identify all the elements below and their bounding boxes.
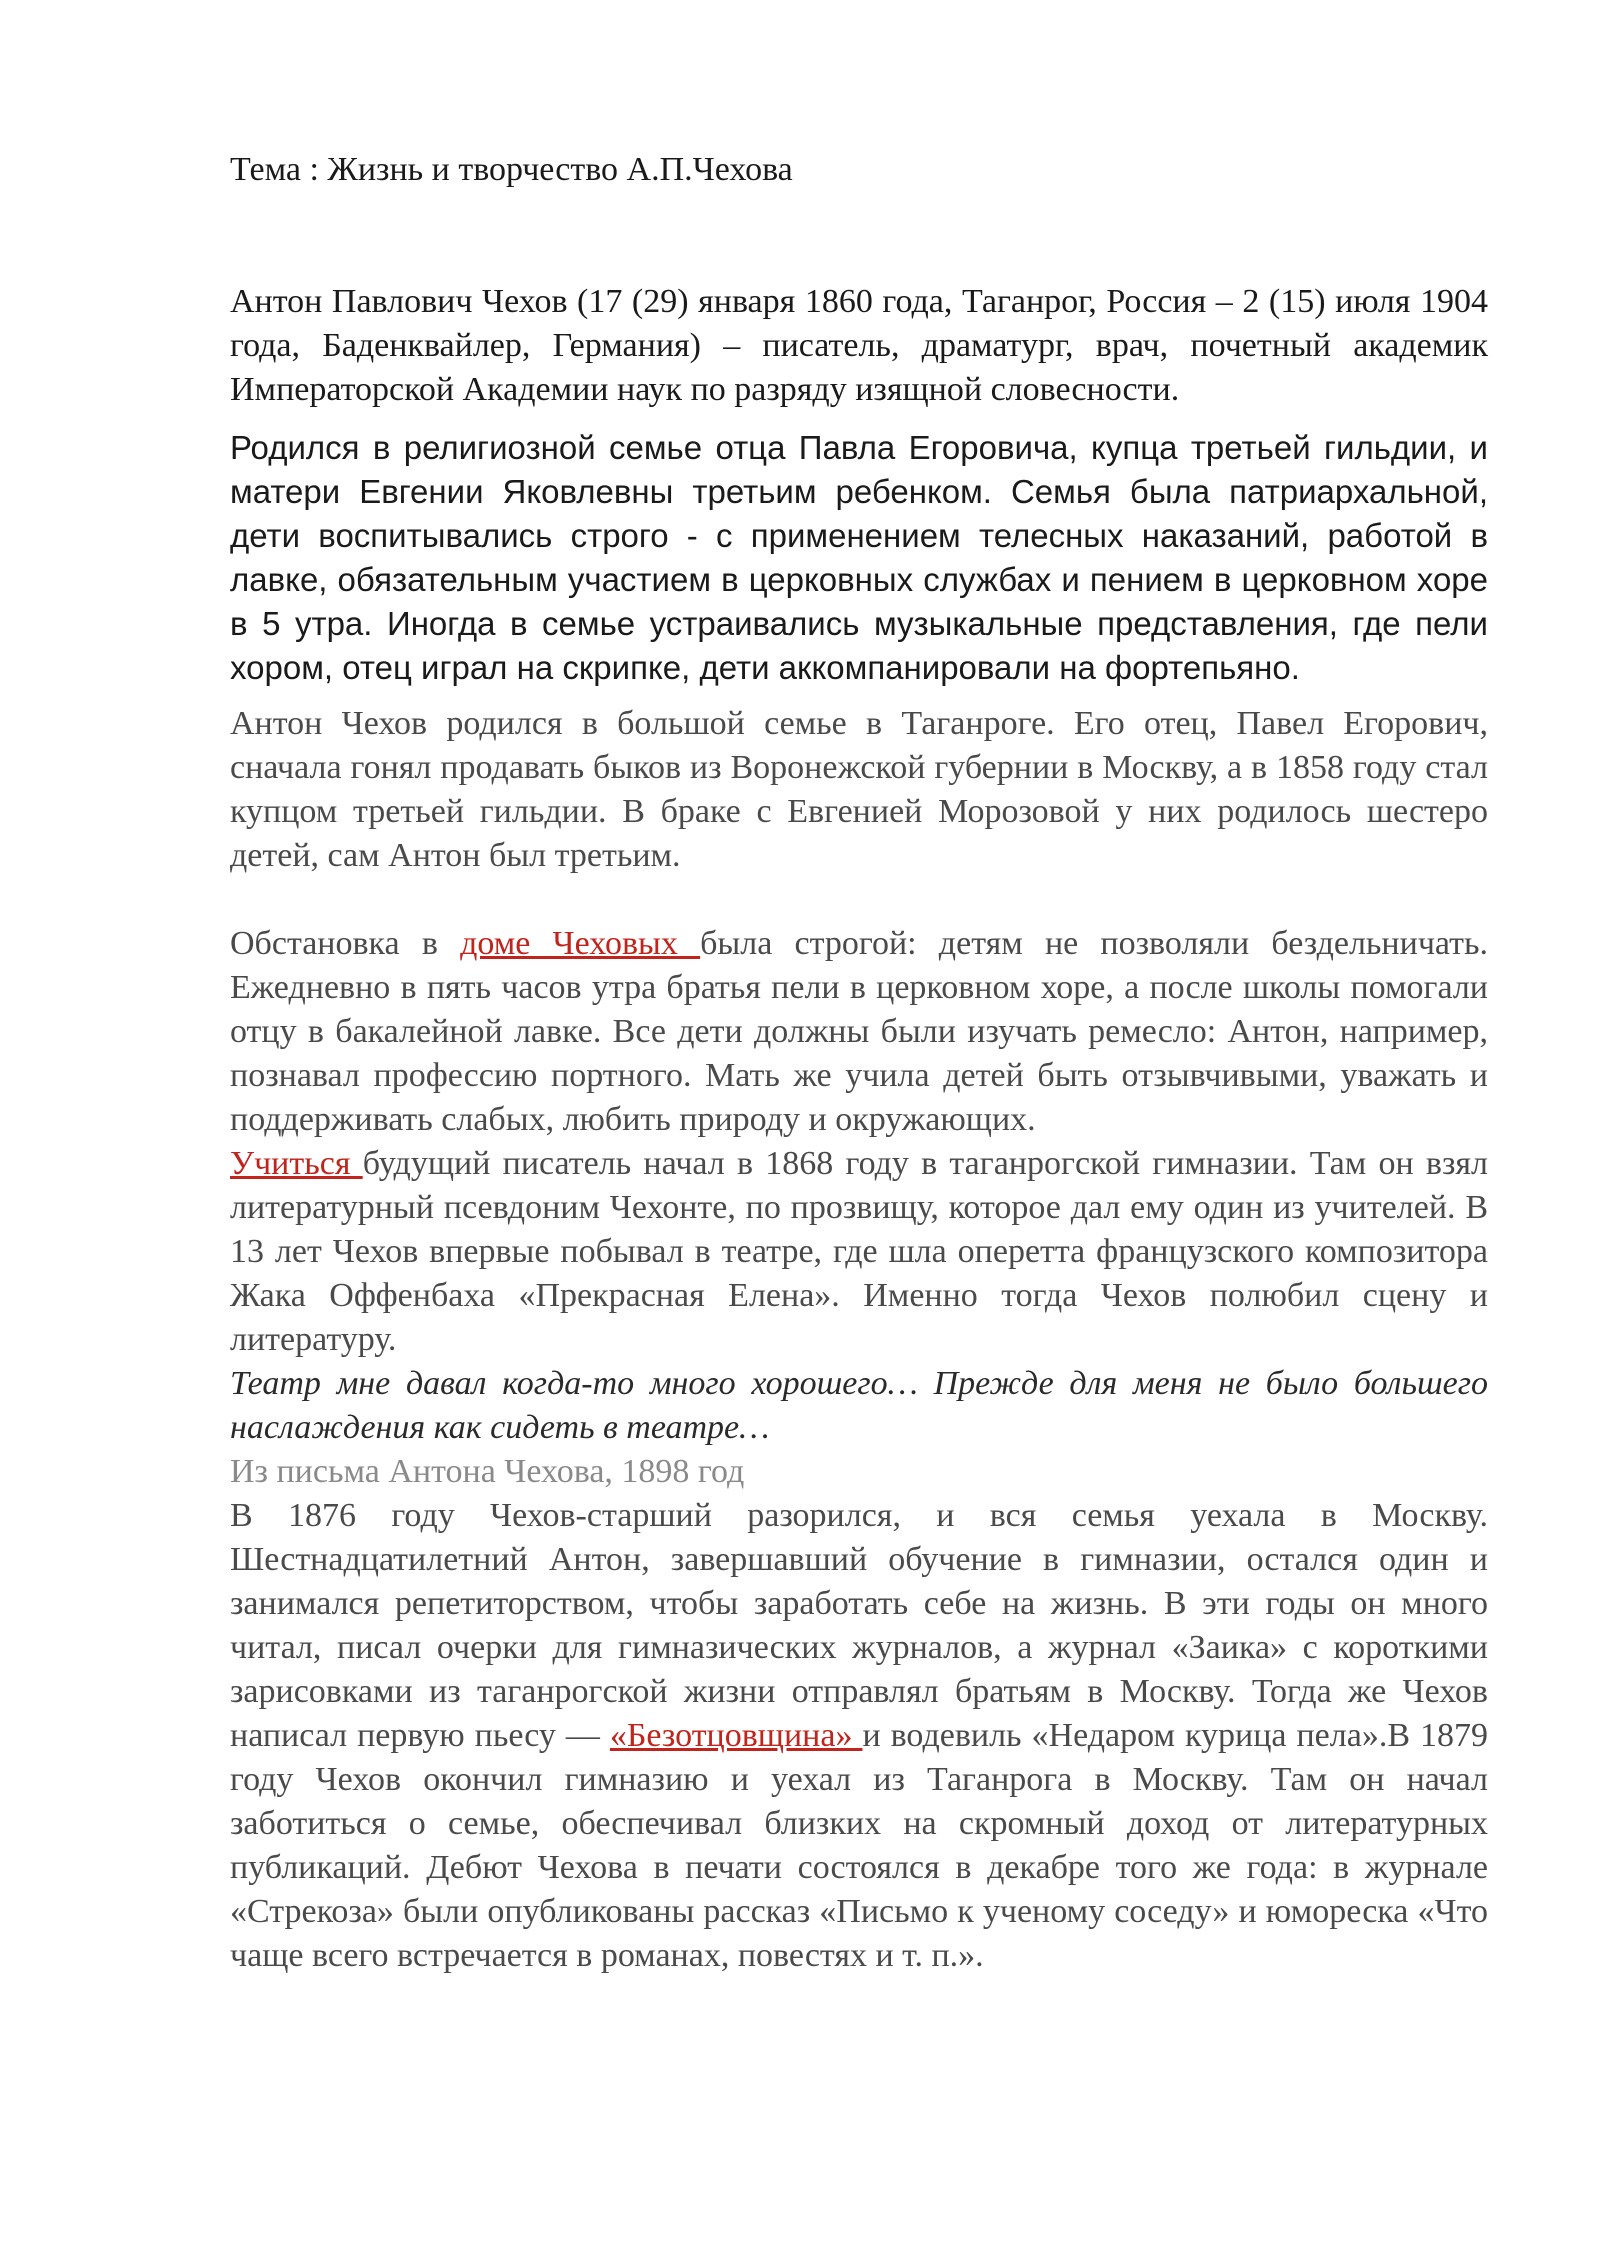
- link-study[interactable]: Учиться: [230, 1145, 363, 1182]
- document-page: [230, 148, 1488, 1978]
- paragraph-household: [230, 922, 1488, 1142]
- moscow-text-after: и водевиль «Недаром курица пела».В 1879 году Чехов окончил гимназию и уехал из Таганрога в Москву. Там он начал заботиться о семье, обеспечивал близких на скромный доход от литературных публикаций. Дебют Чехова в печати состоялся в декабре того же года: в журнале «Стрекоза» были опубликованы рассказ «Письмо к ученому соседу» и юмореска «Что чаще всего встречается в романах, повестях и т. п.».: [230, 1717, 1488, 1974]
- household-text-before: Обстановка в: [230, 925, 461, 962]
- quote-source: Из письма Антона Чехова, 1898 год: [230, 1453, 745, 1490]
- paragraph-family: Родился в религиозной семье отца Павла Егоровича, купца третьей гильдии, и матери Евгении Яковлевны третьим ребенком. Семья была патриархальной, дети воспитывались строго - с применением телесных наказаний, работой в лавке, обязательным участием в церковных службах и пением в церковном хоре в 5 утра. Иногда в семье устраивались музыкальные представления, где пели хором, отец играл на скрипке, дети аккомпанировали на фортепьяно.: [230, 429, 1488, 686]
- education-text: будущий писатель начал в 1868 году в таганрогской гимназии. Там он взял литературный псевдоним Чехонте, по прозвищу, которое дал ему один из учителей. В 13 лет Чехов впервые побывал в театре, где шла оперетта французского композитора Жака Оффенбаха «Прекрасная Елена». Именно тогда Чехов полюбил сцену и литературу.: [230, 1145, 1488, 1358]
- document-title: Тема : Жизнь и творчество А.П.Чехова: [230, 151, 793, 188]
- paragraph-birth: Антон Чехов родился в большой семье в Таганроге. Его отец, Павел Егорович, сначала гонял продавать быков из Воронежской губернии в Москву, а в 1858 году стал купцом третьей гильдии. В браке с Евгенией Морозовой у них родилось шестеро детей, сам Антон был третьим.: [230, 705, 1488, 874]
- link-chekhov-house[interactable]: доме Чеховых: [460, 925, 701, 962]
- moscow-text-before: В 1876 году Чехов-старший разорился, и вся семья уехала в Москву. Шестнадцатилетний Антон, завершавший обучение в гимназии, остался один и занимался репетиторством, чтобы заработать себе на жизнь. В эти годы он много читал, писал очерки для гимназических журналов, а журнал «Заика» с короткими зарисовками из таганрогской жизни отправлял братьям в Москву. Тогда же Чехов написал первую пьесу —: [230, 1497, 1488, 1754]
- paragraph-education: [230, 1142, 1488, 1362]
- paragraph-moscow: [230, 1494, 1488, 1978]
- link-bezottsovshchina[interactable]: «Безотцовщина»: [609, 1717, 863, 1754]
- quote-text: Театр мне давал когда-то много хорошего… Прежде для меня не было большего наслаждения как сидеть в театре…: [230, 1365, 1488, 1446]
- household-text-after: была строгой: детям не позволяли бездельничать. Ежедневно в пять часов утра братья пели в церковном хоре, а после школы помогали отцу в бакалейной лавке. Все дети должны были изучать ремесло: Антон, например, познавал профессию портного. Мать же учила детей быть отзывчивыми, уважать и поддерживать слабых, любить природу и окружающих.: [230, 925, 1488, 1138]
- paragraph-intro: Антон Павлович Чехов (17 (29) января 1860 года, Таганрог, Россия – 2 (15) июля 1904 года, Баденквайлер, Германия) – писатель, драматург, врач, почетный академик Императорской Академии наук по разряду изящной словесности.: [230, 283, 1488, 408]
